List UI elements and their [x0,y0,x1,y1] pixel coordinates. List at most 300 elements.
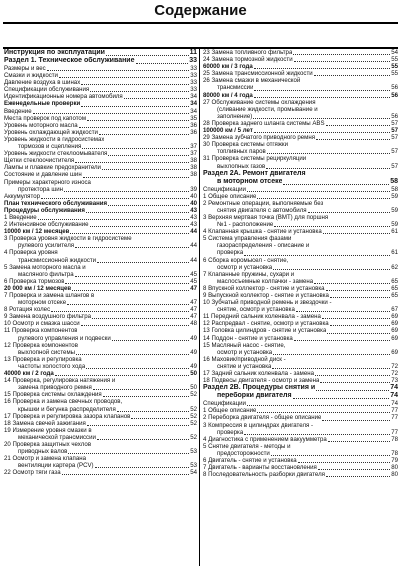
column-divider [199,49,200,566]
toc-entry-title: Идентификационные номера автомобиля [4,93,123,101]
toc-entry [203,299,398,306]
dot-leader [117,411,189,412]
dot-leader [271,455,390,456]
toc-entry-page: 69 [391,313,398,321]
toc-entry [203,278,398,285]
toc-entry [4,427,197,434]
toc-entry [4,434,197,441]
toc-entry-page: 59 [391,206,398,214]
dot-leader [59,77,189,78]
toc-entry [203,221,398,228]
dot-leader [274,226,390,227]
toc-entry-page: 36 [190,121,197,129]
toc-entry-page: 55 [391,56,398,64]
toc-entry-title: 16 Маховик/приводной диск - [203,355,286,363]
dot-leader [320,382,390,383]
toc-entry [4,100,197,107]
toc-entry [4,49,197,57]
toc-entry-page: 57 [391,127,398,135]
toc-entry-page: 57 [391,119,398,127]
toc-entry [203,207,398,214]
toc-entry [203,471,398,478]
toc-entry-title: Раздел 2В. Процедуры снятия и [203,384,316,392]
toc-entry-page: 67 [391,306,398,314]
toc-entry-title: протектора шин [18,185,64,193]
toc-entry-title: 1 Общее описание [203,407,257,415]
toc-entry-title: Смазки и жидкости [4,72,58,80]
toc-entry [203,242,398,249]
dot-leader [83,177,190,178]
toc-entry-page: 44 [190,228,197,236]
toc-entry-title: 8 Последовательность разборки двигателя [203,471,325,479]
toc-entry-page: 44 [190,256,197,264]
toc-entry-page: 49 [190,348,197,356]
toc-entry-title: проверка [217,249,244,257]
dot-leader [92,318,189,319]
toc-entry-page: 11 [189,49,197,56]
toc-left-column [4,49,197,476]
toc-entry [203,400,398,407]
toc-entry [4,356,197,363]
toc-entry [203,200,398,207]
toc-entry-page: 43 [190,206,197,214]
toc-entry-title: Уровень охлаждающей жидкости [4,128,98,136]
toc-entry [4,207,197,214]
toc-entry-page: 65 [391,292,398,299]
toc-entry [203,464,398,471]
toc-entry [203,235,398,242]
dot-leader [112,340,190,341]
toc-entry [203,356,398,363]
dot-leader [327,333,390,334]
toc-entry [4,384,197,391]
toc-entry-title: 14 Проверка, регулировка натяжения и [4,377,116,385]
toc-entry [4,93,197,100]
toc-entry [4,179,197,186]
toc-entry-title: 1 Общее описание [203,192,257,200]
toc-entry [4,129,197,136]
toc-entry-title: 6 Двигатель - снятие и установка [203,456,297,464]
toc-entry [4,150,197,157]
toc-entry-page: 54 [190,469,197,477]
toc-entry [203,320,398,327]
toc-entry-title: 20 000 км / 12 месяцев [4,284,72,292]
toc-entry-page: 74 [391,400,398,408]
toc-entry-page: 58 [390,177,398,185]
dot-leader [90,91,189,92]
toc-entry [4,455,197,462]
toc-entry-title: 8 Ротация колес [4,306,51,314]
toc-entry-title: 26 Замена смазки в механической [203,77,301,85]
toc-entry [4,122,197,129]
toc-entry-title: в моторном отсеке [217,177,283,185]
toc-entry [4,171,197,178]
toc-entry-page: 45 [190,277,197,285]
toc-entry-page: 55 [391,63,398,71]
toc-entry [203,84,398,91]
toc-entry [4,441,197,448]
toc-entry-page: 57 [391,162,398,170]
toc-entry-title: 16 Проверка и замена свечных проводов, [4,398,123,406]
toc-entry [4,200,197,207]
dot-leader [41,198,189,199]
dot-leader [86,212,189,213]
dot-leader [68,453,189,454]
toc-entry-title: 13 Проверка и регулировка [4,355,82,363]
toc-entry [203,450,398,457]
toc-entry [203,77,398,84]
toc-entry-page: 78 [391,449,398,457]
toc-entry [4,327,197,334]
toc-entry-page: 78 [391,435,398,443]
toc-entry-page: 52 [190,419,197,427]
toc-entry-page: 77 [391,414,398,422]
toc-entry [4,349,197,356]
toc-entry [4,306,197,313]
dot-leader [87,120,189,121]
toc-entry-title: осмотр и установка [217,348,273,356]
toc-entry-title: 25 Замена трансмиссионной жидкости [203,70,313,78]
dot-leader [330,325,391,326]
toc-entry-page: 47 [190,284,197,292]
dot-leader [99,134,189,135]
toc-entry [203,436,398,443]
toc-entry-title: частоты холостого хода [18,362,86,370]
toc-entry [4,242,197,249]
toc-entry [4,57,197,65]
toc-entry-page: 77 [391,407,398,415]
toc-entry-title: 24 Замена тормозной жидкости [203,56,293,64]
dot-leader [267,153,390,154]
toc-entry-title: 12 Распредвал - снятие, осмотр и установка [203,320,329,328]
toc-entry [203,342,398,349]
dot-leader [244,434,390,435]
toc-entry [203,228,398,235]
toc-entry [4,164,197,171]
toc-entry-title: Введение [4,107,32,115]
toc-entry [203,127,398,134]
dot-leader [33,113,190,114]
toc-entry [4,115,197,122]
toc-entry-page: 38 [190,171,197,179]
toc-entry-title: 5 Снятие двигателя - методы и [203,442,291,450]
toc-entry-page: 34 [190,107,197,115]
toc-entry [4,370,197,377]
dot-leader [283,184,389,185]
toc-entry [203,257,398,264]
toc-entry [203,99,398,106]
toc-entry-page: 33 [190,79,197,87]
toc-entry-page: 33 [190,65,197,72]
toc-entry-title: крышки и бегунка распределителя [18,405,116,413]
toc-entry-page: 34 [190,100,197,108]
toc-entry [4,285,197,292]
toc-entry-title: 6 Сборка коромысел - снятие, [203,256,289,264]
toc-entry-page: 80 [391,464,398,472]
toc-entry-title: проверка [217,428,244,436]
dot-leader [79,127,190,128]
toc-entry [4,257,197,264]
toc-entry-title: 20 Проверка защитных чехлов [4,440,92,448]
toc-entry-title: рулевого усилителя [18,242,75,250]
toc-entry [4,278,197,285]
toc-entry-title: Уровень моторного масла [4,121,78,129]
toc-entry-page: 59 [391,192,398,200]
toc-entry [4,342,197,349]
dot-leader [67,304,189,305]
toc-entry-title: 3 Проверка уровня жидкости в гидросистеме [4,235,132,243]
toc-entry [203,414,398,421]
toc-entry-page: 73 [391,377,398,385]
toc-entry-page: 55 [391,70,398,78]
toc-entry-page: 44 [190,242,197,250]
toc-entry-title: Спецификации [203,185,246,193]
toc-entry-page: 53 [190,448,197,456]
toc-entry-title: 15 Масляный насос - снятие, [203,341,286,349]
toc-entry-title: Инструкция по эксплуатации [4,49,105,56]
toc-entry-title: Размеры и вес [4,65,46,72]
toc-entry [203,155,398,162]
dot-leader [257,198,390,199]
toc-entry [203,335,398,342]
toc-entry [203,363,398,370]
toc-entry-page: 61 [391,249,398,257]
toc-entry [4,299,197,306]
toc-entry [203,148,398,155]
dot-leader [72,290,189,291]
toc-entry-title: Процедуры обслуживания [4,206,85,214]
toc-entry-page: 52 [190,391,197,399]
toc-entry-title: 18 Подвесы двигателя - осмотр и замена [203,377,320,385]
toc-entry-title: Щетки стеклоочистителя [4,157,75,165]
dot-leader [257,412,390,413]
toc-entry [4,406,197,413]
dot-leader [70,233,189,234]
toc-entry [203,120,398,127]
toc-entry-title: Примеры характерного износа [4,178,91,186]
toc-entry [203,271,398,278]
toc-entry-title: 80000 км / 4 года [203,91,253,99]
toc-entry-page: 43 [190,221,197,229]
toc-entry-title: топливных паров [217,148,266,156]
toc-entry [4,72,197,79]
toc-entry-title: 29 Замена зубчатого приводного ремня [203,134,316,142]
toc-entry-page: 59 [391,221,398,229]
dot-leader [108,205,189,206]
toc-entry-title: 9 Замена воздушного фильтра [4,313,91,321]
toc-entry-page: 34 [190,93,197,101]
toc-entry-title: 8 Впускной коллектор - снятие и установка [203,284,325,292]
dot-leader [95,467,190,468]
toc-entry-page: 49 [190,362,197,370]
toc-entry-title: 23 Замена топливного фильтра [203,49,293,56]
toc-entry-page: 69 [391,327,398,335]
dot-leader [328,441,390,442]
toc-entry [203,407,398,414]
toc-entry [203,134,398,141]
dot-leader [254,132,390,133]
toc-entry-title: 2 Переборка двигателя - общее описание [203,414,322,422]
toc-entry [4,86,197,93]
toc-entry-page: 80 [391,471,398,479]
toc-entry [4,235,197,242]
dot-leader [266,168,390,169]
toc-entry-title: 2 Интенсивное обслуживание [4,221,89,229]
toc-entry-title: масляного фильтра [18,270,74,278]
toc-entry-page: 54 [391,49,398,56]
dot-leader [51,311,189,312]
toc-entry [203,264,398,271]
toc-entry [203,249,398,256]
toc-entry-title: 31 Проверка системы рециркуляции [203,155,307,163]
toc-entry [203,429,398,436]
toc-entry-page: 52 [190,405,197,413]
toc-entry-title: 7 Проверка и замена шлангов в [4,292,95,299]
toc-entry-title: механической трансмиссии [18,433,96,441]
toc-entry-title: 4 Проверка уровня [4,249,58,257]
dot-leader [254,68,391,69]
toc-entry [203,422,398,429]
toc-entry-title: 11 Проверка компонентов [4,327,78,335]
toc-entry [203,163,398,170]
toc-entry-page: 37 [190,150,197,158]
toc-entry-title: 7 Двигатель - варианты восстановления [203,464,317,472]
toc-entry-title: Состояние и давление шин [4,171,82,179]
toc-entry-page: 52 [190,433,197,441]
dot-leader [247,191,390,192]
dot-leader [82,148,189,149]
toc-entry [203,327,398,334]
toc-entry [4,79,197,86]
toc-entry [4,186,197,193]
toc-entry [203,292,398,299]
dot-leader [318,469,390,470]
toc-entry [4,221,197,228]
dot-leader [75,276,190,277]
toc-entry-page: 40 [190,192,197,200]
dot-leader [273,269,390,270]
dot-leader [330,297,390,298]
dot-leader [102,169,189,170]
toc-entry-page: 72 [391,370,398,378]
toc-entry-title: (сливание жидкости, промывание и [217,105,318,113]
toc-entry [203,370,398,377]
toc-entry-title: снятие, осмотр и установка [217,306,295,314]
toc-entry-page: 65 [391,277,398,285]
toc-entry [4,264,197,271]
toc-entry-title: газораспределения - описание и [217,242,310,250]
toc-entry-title: трансмиссии [217,84,254,92]
toc-entry [203,70,398,77]
toc-entry-title: выхлопной системы [18,348,76,356]
toc-entry [203,63,398,70]
toc-entry-title: снятие и установка [217,362,272,370]
toc-entry [203,92,398,99]
toc-entry [4,214,197,221]
toc-entry-title: Места проверок под капотом [4,114,87,122]
toc-entry [4,108,197,115]
toc-entry-title: 15 Проверка системы охлаждения [4,391,102,399]
toc-entry-page: 56 [391,84,398,92]
toc-entry-title: Спецификации обслуживания [4,86,90,94]
toc-entry-page: 47 [190,306,197,314]
toc-entry [4,193,197,200]
dot-leader [273,354,390,355]
dot-leader [247,405,390,406]
dot-leader [253,118,390,119]
toc-entry-page: 39 [190,185,197,193]
toc-entry [203,193,398,200]
toc-entry-title: 11 Передний сальник коленвала - замена [203,313,321,321]
toc-entry-page: 62 [391,263,398,271]
dot-leader [97,439,189,440]
toc-entry-page: 57 [391,134,398,142]
toc-entry-title: 10 Осмотр и смазка шасси [4,320,80,328]
toc-entry-page: 56 [391,91,398,99]
dot-leader [314,75,391,76]
toc-entry-title: снятия двигателя с автомобиля [217,206,307,214]
toc-entry-title: вентиляции картера (PCV) [18,462,94,470]
toc-entry-page: 58 [391,185,398,193]
dot-leader [81,106,189,107]
toc-entry-page: 74 [390,384,398,392]
toc-entry-page: 79 [391,456,398,464]
toc-entry-title: рулевого управления и подвески [18,334,111,342]
dot-leader [326,125,391,126]
dot-leader [81,84,189,85]
dot-leader [316,390,389,391]
toc-entry-page: 49 [190,334,197,342]
dot-leader [64,191,189,192]
toc-entry-title: 9 Выпускной коллектор - снятие и установка [203,292,329,299]
toc-entry [4,320,197,327]
toc-entry-title: 27 Обслуживание системы охлаждения [203,98,316,106]
toc-entry [203,186,398,193]
toc-entry-page: 77 [391,428,398,436]
dot-leader [326,290,391,291]
toc-entry [203,56,398,63]
toc-entry-title: Уровень жидкости стеклоомывателя [4,150,108,158]
dot-leader [47,70,190,71]
toc-entry-title: 1 Введение [4,213,37,221]
dot-leader [65,283,189,284]
toc-entry [203,457,398,464]
toc-entry [4,413,197,420]
toc-entry-title: 22 Осмотр тяги газа [4,469,61,477]
toc-entry [203,377,398,384]
toc-entry-page: 69 [391,320,398,328]
dot-leader [106,55,189,56]
dot-leader [322,420,390,421]
toc-entry-title: 18 Замена свечей зажигания [4,419,86,427]
toc-entry-title: 10000 км / 12 месяцев [4,228,70,236]
toc-entry-page: 40 [190,199,197,207]
toc-entry [203,349,398,356]
toc-entry-page: 33 [190,72,197,80]
dot-leader [315,375,390,376]
toc-entry-page: 37 [190,143,197,151]
toc-entry-title: тормозов и сцепления [18,143,82,151]
dot-leader [244,255,390,256]
toc-entry-page: 47 [190,299,197,307]
toc-entry [203,170,398,178]
toc-entry-page: 61 [391,228,398,236]
toc-entry-title: 6 Проверка тормозов [4,277,65,285]
toc-entry [4,377,197,384]
dot-leader [323,233,391,234]
toc-entry-title: переборки двигателя [217,392,292,400]
toc-entry [4,448,197,455]
